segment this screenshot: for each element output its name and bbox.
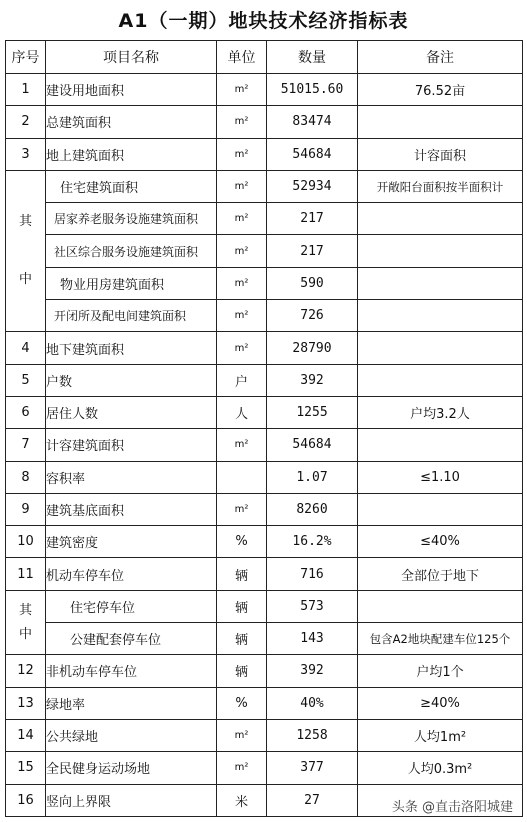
cell-name: 容积率 [46, 461, 217, 493]
cell-note: 人均1m² [358, 719, 523, 751]
cell-name: 绿地率 [46, 687, 217, 719]
cell-name: 竖向上界限 [46, 784, 217, 816]
cell-note [358, 235, 523, 267]
cell-name: 户数 [46, 364, 217, 396]
cell-note [358, 332, 523, 364]
table-row [6, 332, 523, 364]
cell-unit: m² [217, 267, 267, 299]
group-label-zhong: 中 [18, 626, 32, 642]
header-seq: 序号 [6, 41, 46, 74]
cell-note: ≤40% [358, 526, 523, 558]
group-label-zhong: 中 [18, 272, 32, 288]
cell-note: 全部位于地下 [358, 558, 523, 590]
cell-qty: 726 [267, 300, 358, 332]
table-row [6, 74, 523, 106]
table-row [6, 396, 523, 428]
cell-unit: % [217, 687, 267, 719]
cell-name: 居家养老服务设施建筑面积 [46, 203, 217, 235]
cell-unit: m² [217, 719, 267, 751]
cell-qty: 573 [267, 590, 358, 622]
header-note: 备注 [358, 41, 523, 74]
cell-name: 居住人数 [46, 396, 217, 428]
cell-note: 包含A2地块配建车位125个 [358, 623, 523, 655]
cell-qty: 716 [267, 558, 358, 590]
cell-unit: m² [217, 235, 267, 267]
cell-note: 开敞阳台面积按半面积计 [358, 170, 523, 202]
header-name: 项目名称 [46, 41, 217, 74]
table-row [6, 170, 523, 202]
cell-unit: m² [217, 493, 267, 525]
cell-note: 人均0.3m² [358, 752, 523, 784]
table-row [6, 300, 523, 332]
cell-name: 非机动车停车位 [46, 655, 217, 687]
cell-unit: % [217, 526, 267, 558]
cell-seq: 6 [6, 396, 46, 428]
group-label-qi: 其 [18, 602, 32, 618]
cell-unit: 辆 [217, 655, 267, 687]
cell-unit: 辆 [217, 558, 267, 590]
table-row [6, 203, 523, 235]
cell-name: 开闭所及配电间建筑面积 [46, 300, 217, 332]
cell-note [358, 364, 523, 396]
cell-note: ≥40% [358, 687, 523, 719]
table-row [6, 493, 523, 525]
cell-seq: 1 [6, 74, 46, 106]
cell-unit: m² [217, 74, 267, 106]
cell-note: 计容面积 [358, 138, 523, 170]
cell-seq: 4 [6, 332, 46, 364]
cell-unit: 户 [217, 364, 267, 396]
cell-seq: 11 [6, 558, 46, 590]
cell-name: 地上建筑面积 [46, 138, 217, 170]
table-row [6, 138, 523, 170]
cell-name: 建设用地面积 [46, 74, 217, 106]
cell-seq: 3 [6, 138, 46, 170]
cell-name: 机动车停车位 [46, 558, 217, 590]
cell-note: ≤1.10 [358, 461, 523, 493]
cell-unit: m² [217, 429, 267, 461]
table-row [6, 364, 523, 396]
cell-note [358, 267, 523, 299]
cell-note [358, 493, 523, 525]
cell-note [358, 203, 523, 235]
cell-qty: 392 [267, 364, 358, 396]
table-header-row [6, 41, 523, 74]
cell-note [358, 300, 523, 332]
cell-qty: 40% [267, 687, 358, 719]
cell-qty: 51015.60 [267, 74, 358, 106]
cell-seq: 9 [6, 493, 46, 525]
cell-name: 总建筑面积 [46, 106, 217, 138]
cell-qty: 217 [267, 203, 358, 235]
cell-note: 户均3.2人 [358, 396, 523, 428]
cell-unit [217, 461, 267, 493]
watermark-text: 头条 @直击洛阳城建 [391, 800, 513, 815]
cell-unit: m² [217, 332, 267, 364]
table-title: A1（一期）地块技术经济指标表 [118, 10, 409, 32]
cell-qty: 16.2% [267, 526, 358, 558]
cell-seq: 2 [6, 106, 46, 138]
cell-qty: 1.07 [267, 461, 358, 493]
table-row [6, 655, 523, 687]
cell-qty: 1258 [267, 719, 358, 751]
cell-qty: 52934 [267, 170, 358, 202]
table-row [6, 106, 523, 138]
cell-unit: m² [217, 138, 267, 170]
cell-unit: m² [217, 752, 267, 784]
table-row [6, 461, 523, 493]
cell-unit: 辆 [217, 623, 267, 655]
table-row [6, 752, 523, 784]
cell-qty: 217 [267, 235, 358, 267]
header-unit: 单位 [217, 41, 267, 74]
cell-note [358, 106, 523, 138]
cell-qty: 590 [267, 267, 358, 299]
table-row [6, 267, 523, 299]
cell-name: 建筑基底面积 [46, 493, 217, 525]
cell-unit: m² [217, 300, 267, 332]
cell-qty: 377 [267, 752, 358, 784]
cell-note [358, 429, 523, 461]
table-row [6, 235, 523, 267]
group-label-qi: 其 [18, 214, 32, 230]
cell-name: 建筑密度 [46, 526, 217, 558]
cell-seq: 16 [6, 784, 46, 816]
indicator-table [5, 40, 523, 817]
cell-unit: 米 [217, 784, 267, 816]
table-row [6, 526, 523, 558]
table-row [6, 623, 523, 655]
cell-name: 物业用房建筑面积 [46, 267, 217, 299]
cell-qty: 54684 [267, 429, 358, 461]
cell-name: 计容建筑面积 [46, 429, 217, 461]
cell-qty: 54684 [267, 138, 358, 170]
cell-note: 户均1个 [358, 655, 523, 687]
cell-name: 住宅建筑面积 [46, 170, 217, 202]
cell-seq: 5 [6, 364, 46, 396]
table-row [6, 558, 523, 590]
cell-name: 公共绿地 [46, 719, 217, 751]
cell-qty: 1255 [267, 396, 358, 428]
table-row [6, 719, 523, 751]
cell-qty: 392 [267, 655, 358, 687]
group-label-cell [6, 170, 46, 331]
watermark [388, 795, 517, 816]
cell-unit: m² [217, 203, 267, 235]
cell-unit: m² [217, 170, 267, 202]
cell-name: 地下建筑面积 [46, 332, 217, 364]
table-row [6, 590, 523, 622]
group-label-cell [6, 590, 46, 655]
cell-seq: 8 [6, 461, 46, 493]
cell-qty: 28790 [267, 332, 358, 364]
cell-seq: 15 [6, 752, 46, 784]
cell-qty: 143 [267, 623, 358, 655]
cell-qty: 83474 [267, 106, 358, 138]
cell-name: 全民健身运动场地 [46, 752, 217, 784]
cell-name: 社区综合服务设施建筑面积 [46, 235, 217, 267]
cell-seq: 10 [6, 526, 46, 558]
header-qty: 数量 [267, 41, 358, 74]
table-row [6, 687, 523, 719]
cell-unit: 人 [217, 396, 267, 428]
cell-seq: 13 [6, 687, 46, 719]
cell-seq: 7 [6, 429, 46, 461]
table-row [6, 429, 523, 461]
cell-name: 住宅停车位 [46, 590, 217, 622]
cell-unit: 辆 [217, 590, 267, 622]
cell-seq: 14 [6, 719, 46, 751]
cell-qty: 8260 [267, 493, 358, 525]
cell-note [358, 590, 523, 622]
cell-name: 公建配套停车位 [46, 623, 217, 655]
cell-unit: m² [217, 106, 267, 138]
cell-note: 76.52亩 [358, 74, 523, 106]
cell-qty: 27 [267, 784, 358, 816]
cell-seq: 12 [6, 655, 46, 687]
